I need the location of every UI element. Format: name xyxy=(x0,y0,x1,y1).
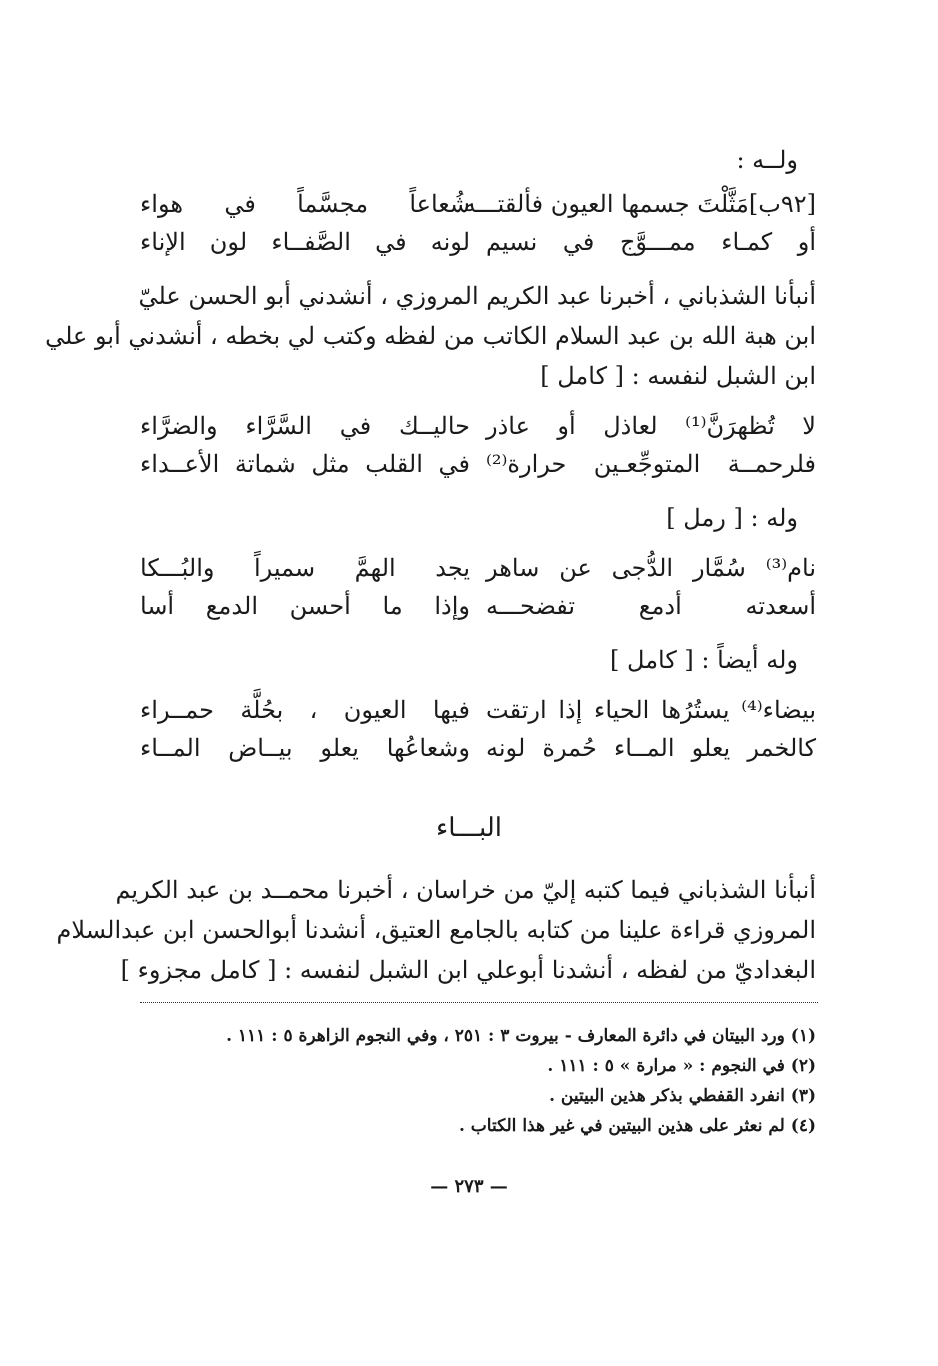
verse-1-2-first-hemistich: أو كمـاء ممـــوَّج في نسيم xyxy=(486,228,816,256)
section-heading: البـــاء xyxy=(436,813,502,843)
footnote-3: (٣) انفرد القفطي بذكر هذين البيتين . xyxy=(549,1086,816,1106)
verse-3-1-first-hemistich: نام⁽³⁾ سُمَّار الدُّجى عن ساهر xyxy=(486,554,816,582)
verse-2-2-first-hemistich: فلرحمــة المتوجِّعـين حرارة⁽²⁾ xyxy=(486,450,816,478)
verse-1-2-second-hemistich: لونه في الصَّفــاء لون الإناء xyxy=(140,228,470,256)
verse-4-2-first-hemistich: كالخمر يعلو المــاء حُمرة لونه xyxy=(486,734,816,762)
verse-3-2-second-hemistich: وإذا ما أحسن الدمع أسا xyxy=(140,592,470,620)
page-number: — ٢٧٣ — xyxy=(430,1176,508,1197)
isnad-1-line-3: ابن الشبل لنفسه : [ كامل ] xyxy=(540,362,816,390)
verse-4-1-first-hemistich: بيضاء⁽⁴⁾ يستُرُها الحياء إذا ارتقت xyxy=(486,696,816,724)
poem-intro-1: ولــه : xyxy=(736,146,798,174)
verse-1-1-second-hemistich: شُعاعاً مجسَّماً في هواء xyxy=(140,190,470,218)
verse-2-1-first-hemistich: لا تُظهرَنَّ⁽¹⁾ لعاذل أو عاذر xyxy=(486,412,816,440)
footnote-1: (١) ورد البيتان في دائرة المعارف - بيروت ٣ : ٢٥١ ، وفي النجوم الزاهرة ٥ : ١١١ . xyxy=(226,1026,816,1046)
isnad-2-line-3: البغداديّ من لفظه ، أنشدنا أبوعلي ابن الشبل لنفسه : [ كامل مجزوء ] xyxy=(120,956,816,984)
verse-4-2-second-hemistich: وشعاعُها يعلو بيــاض المــاء xyxy=(140,734,470,762)
poem-intro-3: وله أيضاً : [ كامل ] xyxy=(610,646,798,674)
isnad-1-line-1: أنبأنا الشذباني ، أخبرنا عبد الكريم المروزي ، أنشدني أبو الحسن عليّ xyxy=(138,282,816,310)
verse-1-1-first-hemistich: [٩٢ب]مَثَّلْتَ جسمها العيون فألقتـــه xyxy=(463,190,816,218)
isnad-2-line-2: المروزي قراءة علينا من كتابه بالجامع العتيق، أنشدنا أبوالحسن ابن عبدالسلام xyxy=(56,916,816,944)
isnad-1-line-2: ابن هبة الله بن عبد السلام الكاتب من لفظه وكتب لي بخطه ، أنشدني أبو علي xyxy=(45,322,816,350)
isnad-2-line-1: أنبأنا الشذباني فيما كتبه إليّ من خراسان ، أخبرنا محمــد بن عبد الكريم xyxy=(115,876,816,904)
footnote-separator xyxy=(140,1002,818,1003)
footnote-2: (٢) في النجوم : « مرارة » ٥ : ١١١ . xyxy=(547,1056,816,1076)
verse-3-1-second-hemistich: يجد الهمَّ سميراً والبُـــكا xyxy=(140,554,470,582)
poem-intro-2: وله : [ رمل ] xyxy=(666,504,798,532)
footnote-4: (٤) لم نعثر على هذين البيتين في غير هذا الكتاب . xyxy=(458,1116,816,1136)
verse-4-1-second-hemistich: فيها العيون ، بحُلَّة حمــراء xyxy=(140,696,470,724)
verse-2-1-second-hemistich: حاليــك في السَّرَّاء والضرَّاء xyxy=(140,412,470,440)
verse-3-2-first-hemistich: أسعدته أدمع تفضحـــه xyxy=(486,592,816,620)
verse-2-2-second-hemistich: في القلب مثل شماتة الأعــداء xyxy=(140,450,470,478)
